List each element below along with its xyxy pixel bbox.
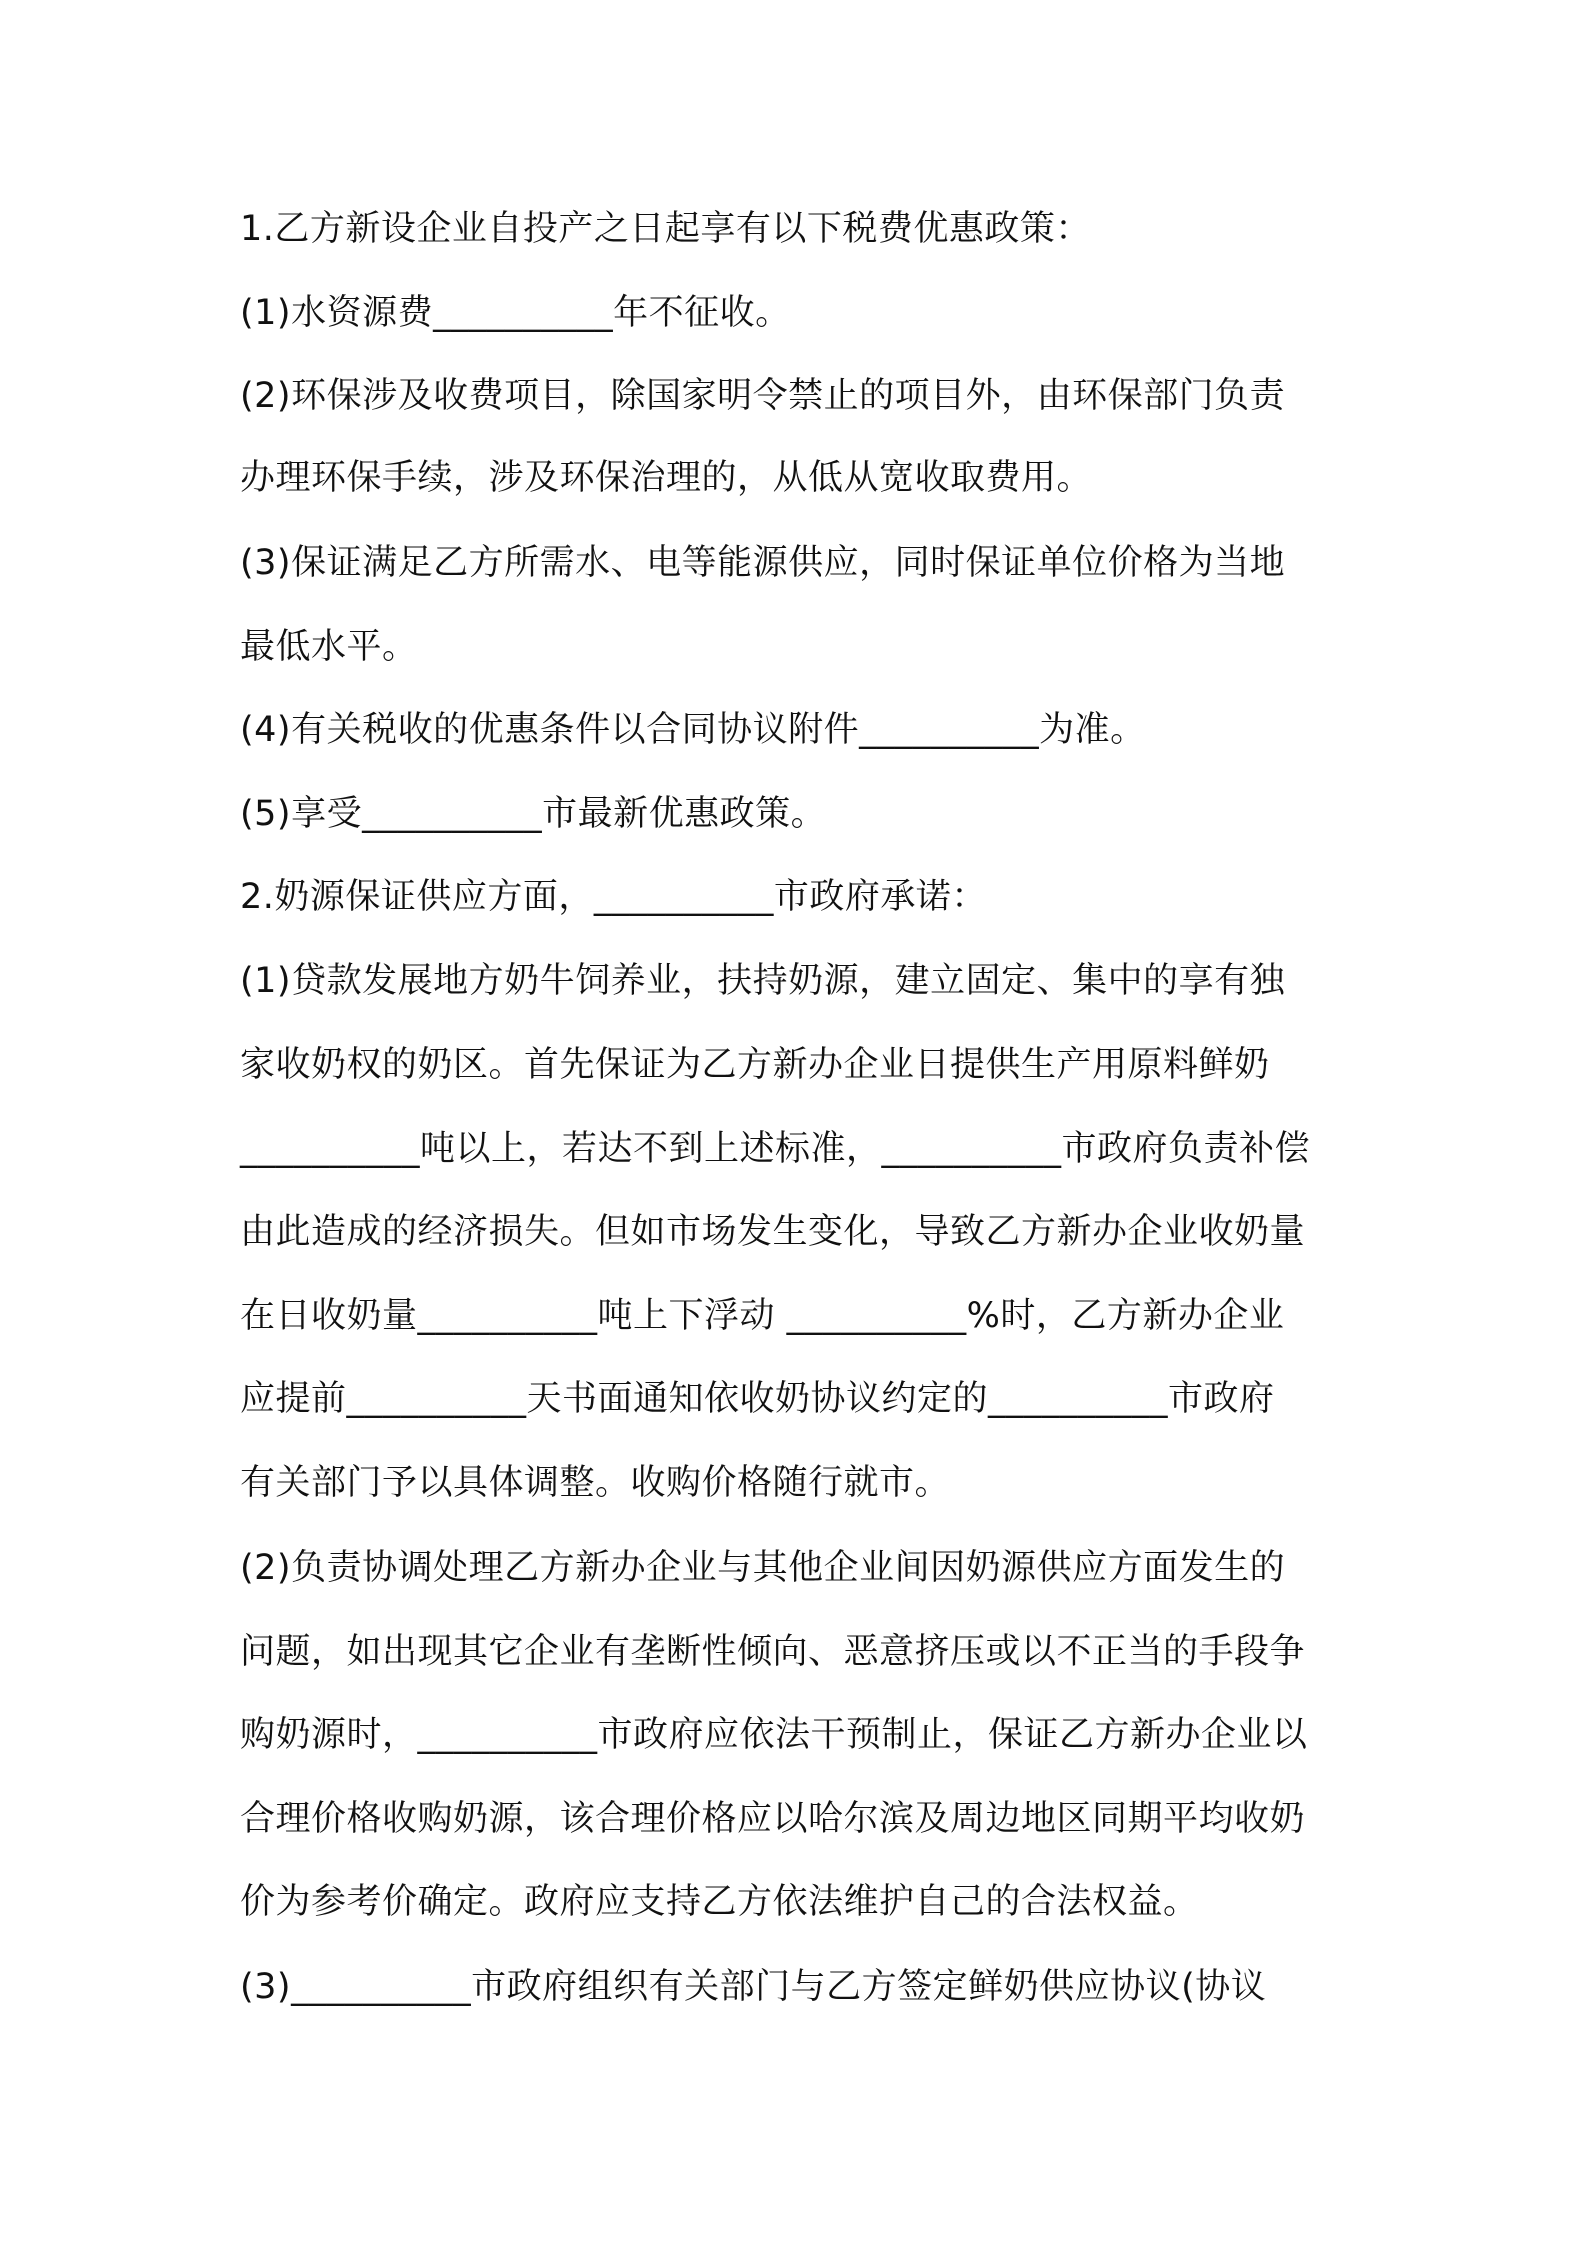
text-line: 价为参考价确定。政府应支持乙方依法维护自己的合法权益。 — [240, 1882, 1199, 1922]
text-line: 1.乙方新设企业自投产之日起享有以下税费优惠政策： — [240, 209, 1091, 249]
text-line: 应提前__________天书面通知依收奶协议约定的__________市政府 — [240, 1379, 1275, 1419]
text-line: 由此造成的经济损失。但如市场发生变化，导致乙方新办企业收奶量 — [240, 1212, 1306, 1252]
text-line: (3)保证满足乙方所需水、电等能源供应，同时保证单位价格为当地 — [240, 543, 1286, 583]
text-line: 最低水平。 — [240, 627, 418, 667]
text-line: (2)环保涉及收费项目，除国家明令禁止的项目外，由环保部门负责 — [240, 376, 1286, 416]
text-line: (4)有关税收的优惠条件以合同协议附件__________为准。 — [240, 710, 1146, 750]
text-line: __________吨以上，若达不到上述标准，__________市政府负责补偿 — [240, 1129, 1311, 1169]
text-line: 家收奶权的奶区。首先保证为乙方新办企业日提供生产用原料鲜奶 — [240, 1045, 1270, 1085]
text-line: (1)水资源费__________年不征收。 — [240, 293, 791, 333]
text-line: (1)贷款发展地方奶牛饲养业，扶持奶源，建立固定、集中的享有独 — [240, 961, 1286, 1001]
text-line: 办理环保手续，涉及环保治理的，从低从宽收取费用。 — [240, 458, 1093, 498]
text-line: 合理价格收购奶源，该合理价格应以哈尔滨及周边地区同期平均收奶 — [240, 1799, 1306, 1839]
text-line: 2.奶源保证供应方面，__________市政府承诺： — [240, 877, 987, 917]
text-line: (2)负责协调处理乙方新办企业与其他企业间因奶源供应方面发生的 — [240, 1548, 1286, 1588]
text-line: (5)享受__________市最新优惠政策。 — [240, 794, 827, 834]
text-line: 在日收奶量__________吨上下浮动 __________%时，乙方新办企业 — [240, 1296, 1285, 1336]
text-line: 问题，如出现其它企业有垄断性倾向、恶意挤压或以不正当的手段争 — [240, 1632, 1306, 1672]
text-line: (3)__________市政府组织有关部门与乙方签定鲜奶供应协议(协议 — [240, 1967, 1267, 2007]
text-line: 购奶源时，__________市政府应依法干预制止，保证乙方新办企业以 — [240, 1715, 1308, 1755]
text-line: 有关部门予以具体调整。收购价格随行就市。 — [240, 1463, 951, 1503]
